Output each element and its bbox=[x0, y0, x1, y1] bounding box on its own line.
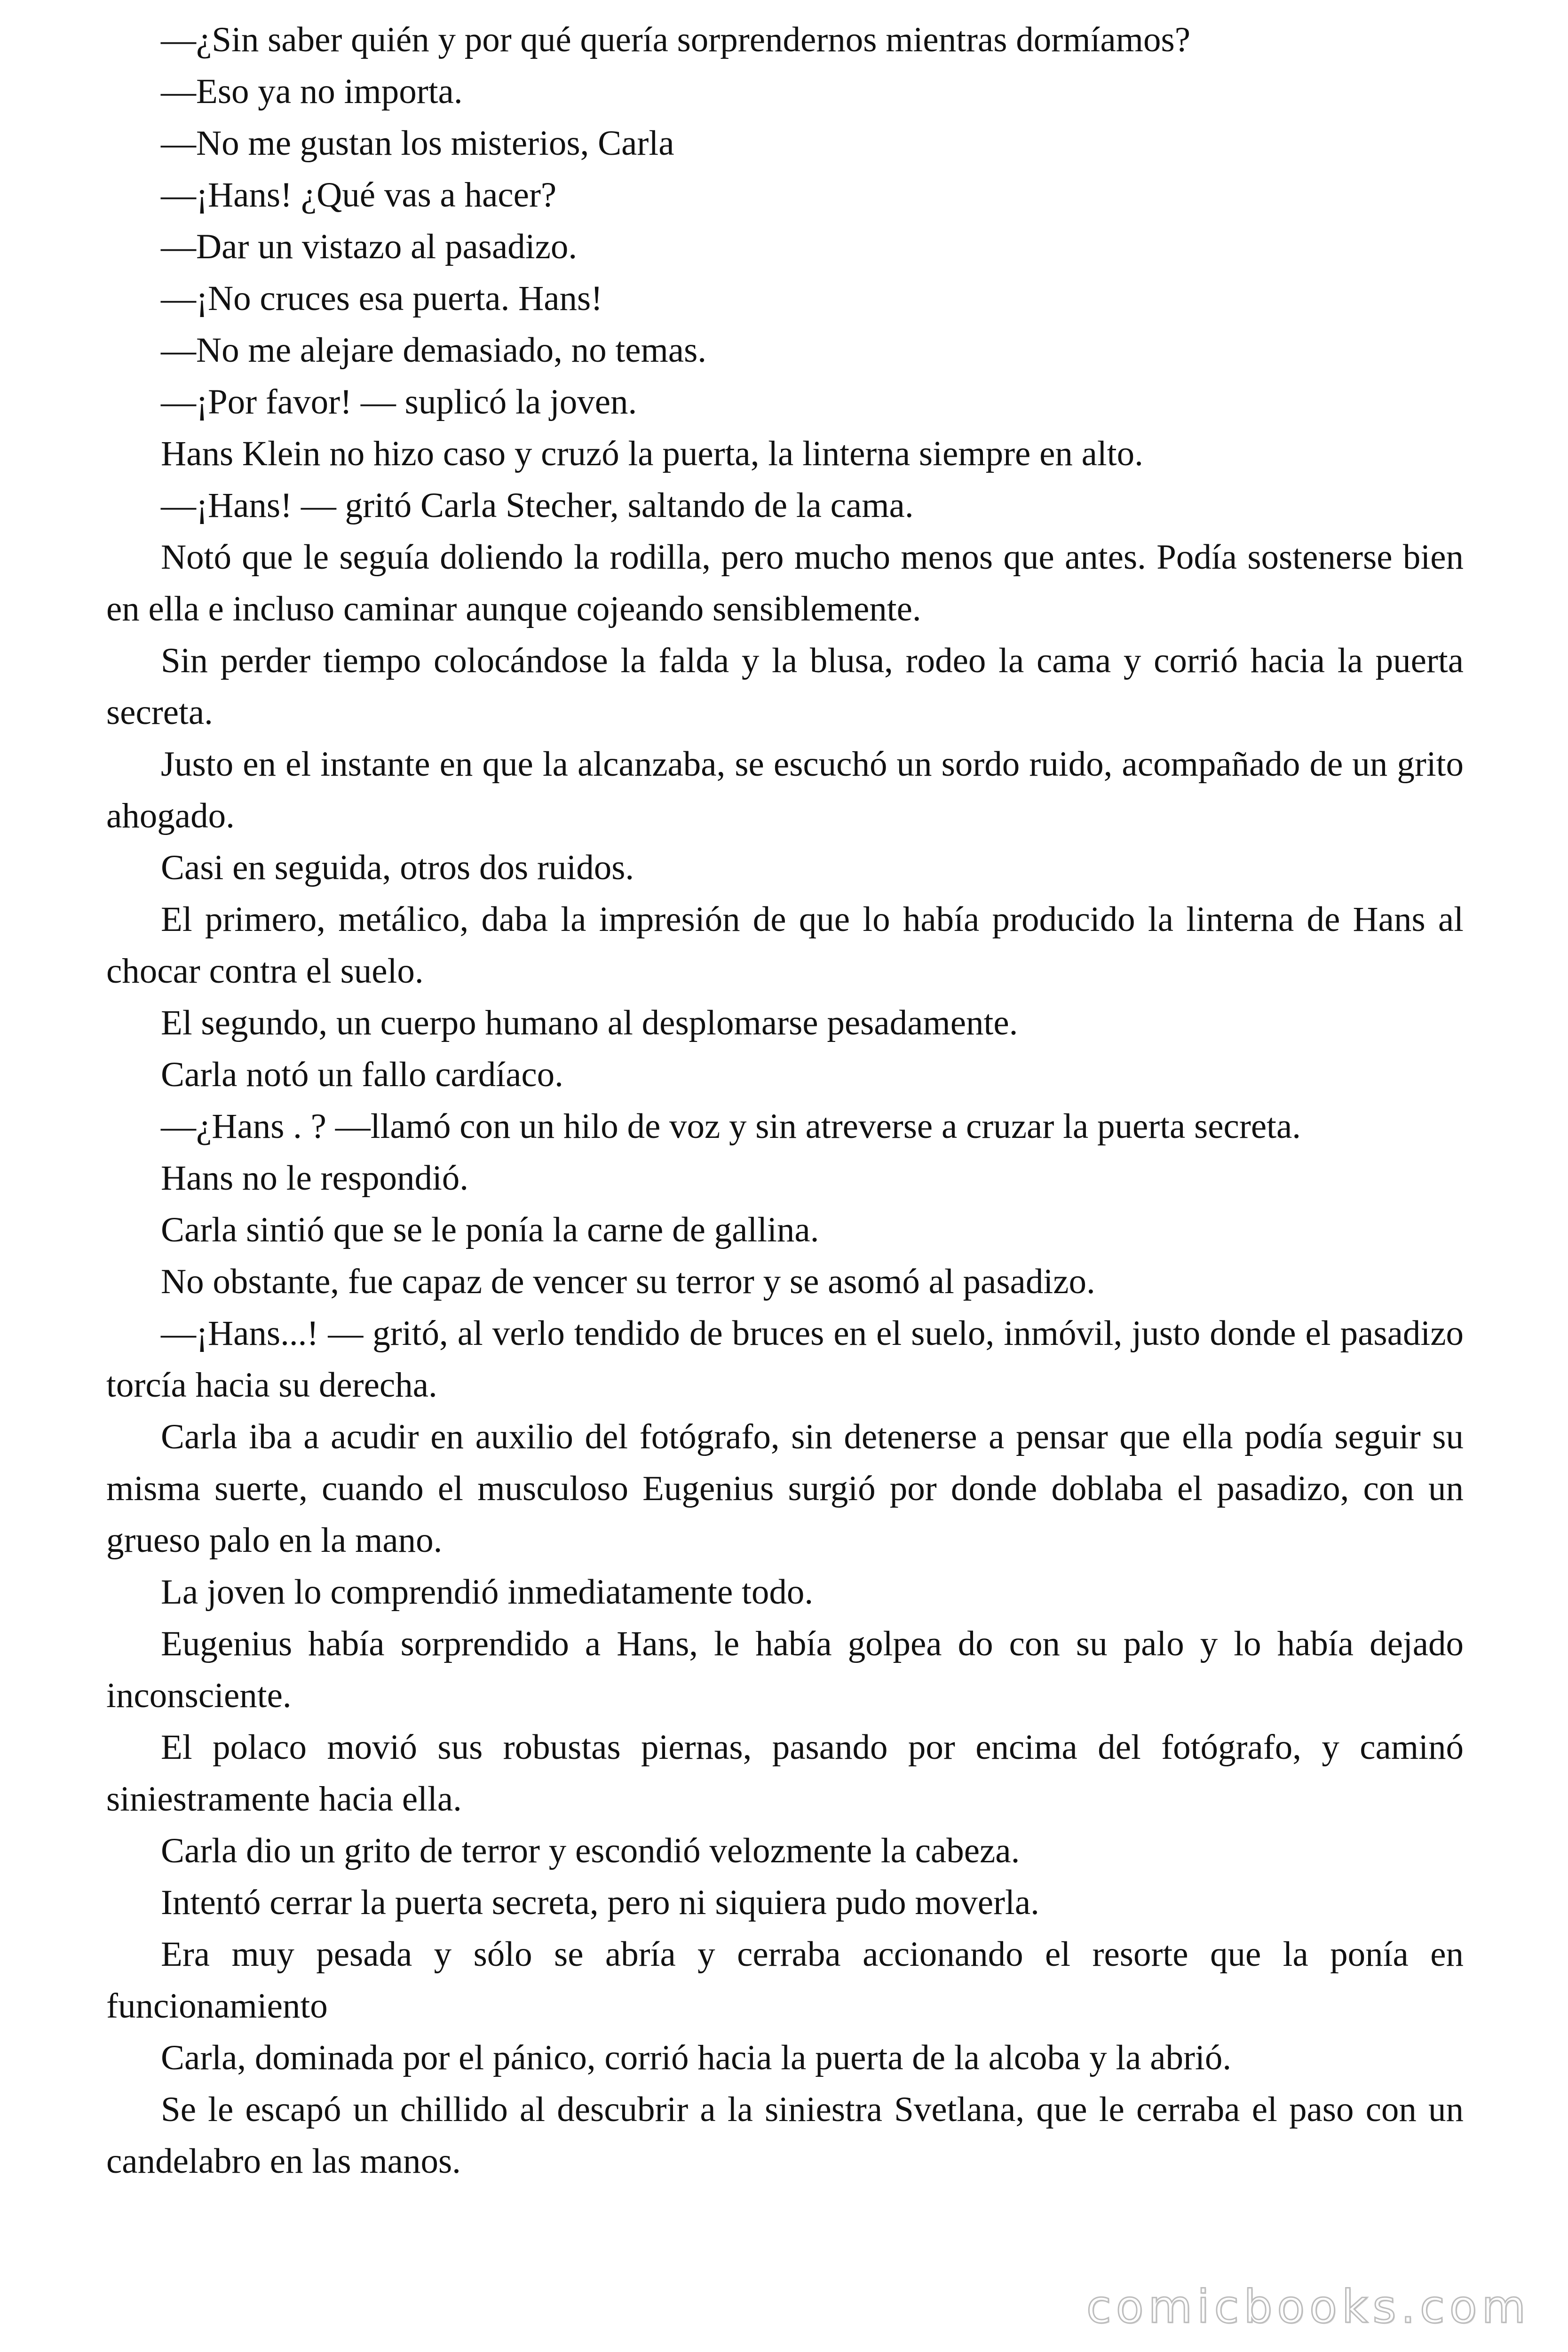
paragraph: —No me alejare demasiado, no temas. bbox=[161, 331, 707, 370]
watermark: comicbooks.com bbox=[1086, 2280, 1530, 2333]
paragraph: No obstante, fue capaz de vencer su terror y se asomó al pasadizo. bbox=[161, 1262, 1095, 1301]
paragraph: Justo en el instante en que la alcanzaba, se escuchó un sordo ruido, acompañado de un grito ahogado. bbox=[106, 745, 1464, 835]
paragraph: Sin perder tiempo colocándose la falda y la blusa, rodeo la cama y corrió hacia la puerta secreta. bbox=[106, 641, 1464, 732]
paragraph: Era muy pesada y sólo se abría y cerraba accionando el resorte que la ponía en funcionamiento bbox=[106, 1935, 1464, 2026]
paragraph: Intentó cerrar la puerta secreta, pero ni siquiera pudo moverla. bbox=[161, 1883, 1039, 1922]
page-body bbox=[106, 14, 1464, 2187]
paragraph: Eugenius había sorprendido a Hans, le había golpea do con su palo y lo había dejado inconsciente. bbox=[106, 1624, 1464, 1715]
paragraph: Se le escapó un chillido al descubrir a la siniestra Svetlana, que le cerraba el paso con un candelabro en las manos. bbox=[106, 2090, 1464, 2181]
paragraph: Carla notó un fallo cardíaco. bbox=[161, 1055, 563, 1094]
paragraph: —¿Sin saber quién y por qué quería sorprendernos mientras dormíamos? bbox=[161, 20, 1190, 59]
paragraph: Carla, dominada por el pánico, corrió hacia la puerta de la alcoba y la abrió. bbox=[161, 2038, 1232, 2077]
paragraph: Carla sintió que se le ponía la carne de gallina. bbox=[161, 1210, 819, 1249]
paragraph: —Dar un vistazo al pasadizo. bbox=[161, 227, 578, 266]
paragraph: El primero, metálico, daba la impresión de que lo había producido la linterna de Hans al chocar contra el suelo. bbox=[106, 900, 1464, 991]
paragraph: El segundo, un cuerpo humano al desplomarse pesadamente. bbox=[161, 1003, 1018, 1042]
paragraph: —No me gustan los misterios, Carla bbox=[161, 124, 674, 163]
paragraph: —¡No cruces esa puerta. Hans! bbox=[161, 279, 603, 318]
paragraph: —Eso ya no importa. bbox=[161, 72, 463, 111]
paragraph: Hans no le respondió. bbox=[161, 1159, 469, 1198]
paragraph: —¡Hans! — gritó Carla Stecher, saltando de la cama. bbox=[161, 486, 914, 525]
paragraph: Carla iba a acudir en auxilio del fotógrafo, sin detenerse a pensar que ella podía seguir su misma suerte, cuando el musculoso Eugenius surgió por donde doblaba el pasadizo, con un grueso palo en la mano. bbox=[106, 1417, 1464, 1560]
paragraph: Hans Klein no hizo caso y cruzó la puerta, la linterna siempre en alto. bbox=[161, 434, 1143, 473]
paragraph: —¡Hans...! — gritó, al verlo tendido de bruces en el suelo, inmóvil, justo donde el pasadizo torcía hacia su derecha. bbox=[106, 1314, 1464, 1405]
paragraph: —¡Por favor! — suplicó la joven. bbox=[161, 382, 637, 421]
paragraph: Carla dio un grito de terror y escondió velozmente la cabeza. bbox=[161, 1831, 1020, 1870]
paragraph: —¿Hans . ? —llamó con un hilo de voz y sin atreverse a cruzar la puerta secreta. bbox=[161, 1107, 1301, 1146]
paragraph: Notó que le seguía doliendo la rodilla, pero mucho menos que antes. Podía sostenerse bien en ella e incluso caminar aunque cojeando sensiblemente. bbox=[106, 538, 1464, 628]
paragraph: Casi en seguida, otros dos ruidos. bbox=[161, 848, 634, 887]
paragraph: El polaco movió sus robustas piernas, pasando por encima del fotógrafo, y caminó siniestramente hacia ella. bbox=[106, 1728, 1464, 1819]
paragraph: —¡Hans! ¿Qué vas a hacer? bbox=[161, 175, 557, 215]
paragraph: La joven lo comprendió inmediatamente todo. bbox=[161, 1573, 814, 1612]
